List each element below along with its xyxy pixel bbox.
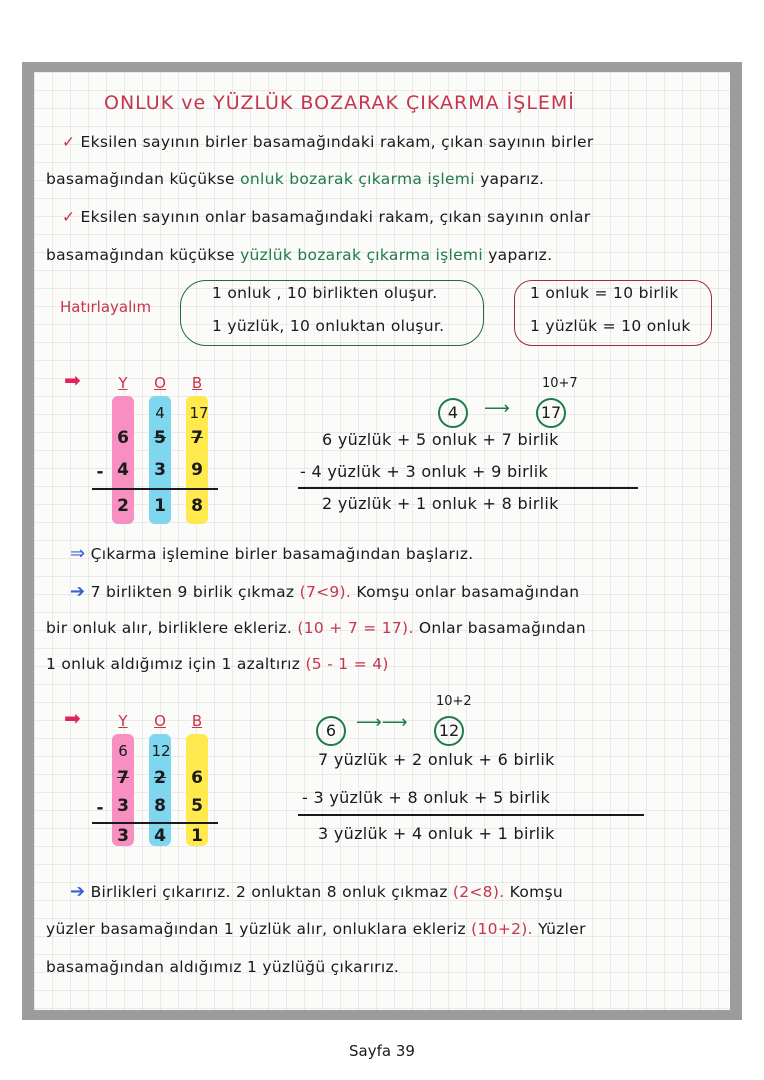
bottom-digit: 9	[191, 460, 203, 480]
top-digit: 6	[117, 428, 129, 448]
expanded-row-1: 7 yüzlük + 2 onluk + 6 birlik	[318, 750, 555, 769]
borrow-circle-from: 4	[438, 398, 468, 428]
expanded-row-2: - 3 yüzlük + 8 onluk + 5 birlik	[302, 788, 551, 807]
reminder-label: Hatırlayalım	[60, 298, 152, 316]
result-digit: 8	[191, 496, 203, 516]
explain1-line2: ➔ 7 birlikten 9 birlik çıkmaz (7<9). Komşu onlar basamağından	[70, 581, 580, 602]
borrow-note: 10+7	[542, 376, 578, 391]
long-arrow-icon: ⟶	[484, 398, 510, 419]
borrow-digit: 17	[189, 404, 209, 422]
explain1-line1: ⇒ Çıkarma işlemine birler basamağından başlarız.	[70, 543, 474, 564]
bottom-digit: 4	[117, 460, 129, 480]
bottom-digit: 3	[154, 460, 166, 480]
explain1-line3: bir onluk alır, birliklere ekleriz. (10 + 7 = 17). Onlar basamağından	[46, 619, 587, 637]
arrow-right-icon: ➡	[64, 706, 81, 730]
checkmark-icon: ✓	[62, 208, 76, 226]
borrow-digit: 4	[155, 404, 165, 422]
rule1-line2: basamağından küçükse onluk bozarak çıkarma işlemi yaparız.	[46, 170, 545, 188]
top-digit-crossed: 5	[154, 428, 166, 448]
expanded-row-2: - 4 yüzlük + 3 onluk + 9 birlik	[300, 462, 549, 481]
expanded-row-3: 2 yüzlük + 1 onluk + 8 birlik	[322, 494, 559, 513]
header-Y: Y	[118, 712, 128, 730]
arrow-right-icon: ➡	[64, 368, 81, 392]
sum-line	[298, 814, 644, 816]
result-digit: 3	[117, 826, 129, 846]
result-digit: 1	[191, 826, 203, 846]
long-arrow-icon: ⟶⟶	[356, 712, 408, 733]
header-B: B	[191, 712, 203, 730]
page-title: ONLUK ve YÜZLÜK BOZARAK ÇIKARMA İŞLEMİ	[104, 92, 575, 114]
top-digit-crossed: 2	[154, 768, 166, 788]
borrow-digit: 6	[118, 742, 128, 760]
sum-line	[92, 488, 218, 490]
borrow-digit: 12	[151, 742, 171, 760]
borrow-circle-to: 12	[434, 716, 464, 746]
page-number: Sayfa 39	[349, 1042, 415, 1060]
rule2-line1: ✓ Eksilen sayının onlar basamağındaki rakam, çıkan sayının onlar	[62, 208, 591, 226]
header-O: O	[154, 712, 166, 730]
explain2-line3: basamağından aldığımız 1 yüzlüğü çıkarırız.	[46, 958, 400, 976]
rule2-line2: basamağından küçükse yüzlük bozarak çıkarma işlemi yaparız.	[46, 246, 553, 264]
minus-sign: -	[96, 462, 104, 482]
sum-line	[298, 487, 638, 489]
double-arrow-icon: ⇒	[70, 543, 86, 564]
reminder-red-2: 1 yüzlük = 10 onluk	[530, 317, 691, 335]
header-Y: Y	[118, 374, 128, 392]
arrow-right-icon: ➔	[70, 581, 86, 602]
expanded-row-1: 6 yüzlük + 5 onluk + 7 birlik	[322, 430, 559, 449]
top-digit-crossed: 7	[117, 768, 129, 788]
bottom-digit: 5	[191, 796, 203, 816]
bottom-digit: 3	[117, 796, 129, 816]
rule1-line1: ✓ Eksilen sayının birler basamağındaki rakam, çıkan sayının birler	[62, 133, 594, 151]
reminder-green-2: 1 yüzlük, 10 onluktan oluşur.	[212, 317, 445, 335]
sum-line	[92, 822, 218, 824]
reminder-green-1: 1 onluk , 10 birlikten oluşur.	[212, 284, 438, 302]
header-O: O	[154, 374, 166, 392]
explain2-line2: yüzler basamağından 1 yüzlük alır, onluklara ekleriz (10+2). Yüzler	[46, 920, 586, 938]
result-digit: 2	[117, 496, 129, 516]
explain1-line4: 1 onluk aldığımız için 1 azaltırız (5 - 1 = 4)	[46, 655, 389, 673]
expanded-row-3: 3 yüzlük + 4 onluk + 1 birlik	[318, 824, 555, 843]
result-digit: 4	[154, 826, 166, 846]
checkmark-icon: ✓	[62, 133, 76, 151]
result-digit: 1	[154, 496, 166, 516]
reminder-red-1: 1 onluk = 10 birlik	[530, 284, 679, 302]
top-digit-crossed: 7	[191, 428, 203, 448]
borrow-circle-from: 6	[316, 716, 346, 746]
borrow-note: 10+2	[436, 694, 472, 709]
header-B: B	[191, 374, 203, 392]
minus-sign: -	[96, 798, 104, 818]
bottom-digit: 8	[154, 796, 166, 816]
arrow-right-icon: ➔	[70, 881, 86, 902]
explain2-line1: ➔ Birlikleri çıkarırız. 2 onluktan 8 onluk çıkmaz (2<8). Komşu	[70, 881, 564, 902]
top-digit: 6	[191, 768, 203, 788]
borrow-circle-to: 17	[536, 398, 566, 428]
